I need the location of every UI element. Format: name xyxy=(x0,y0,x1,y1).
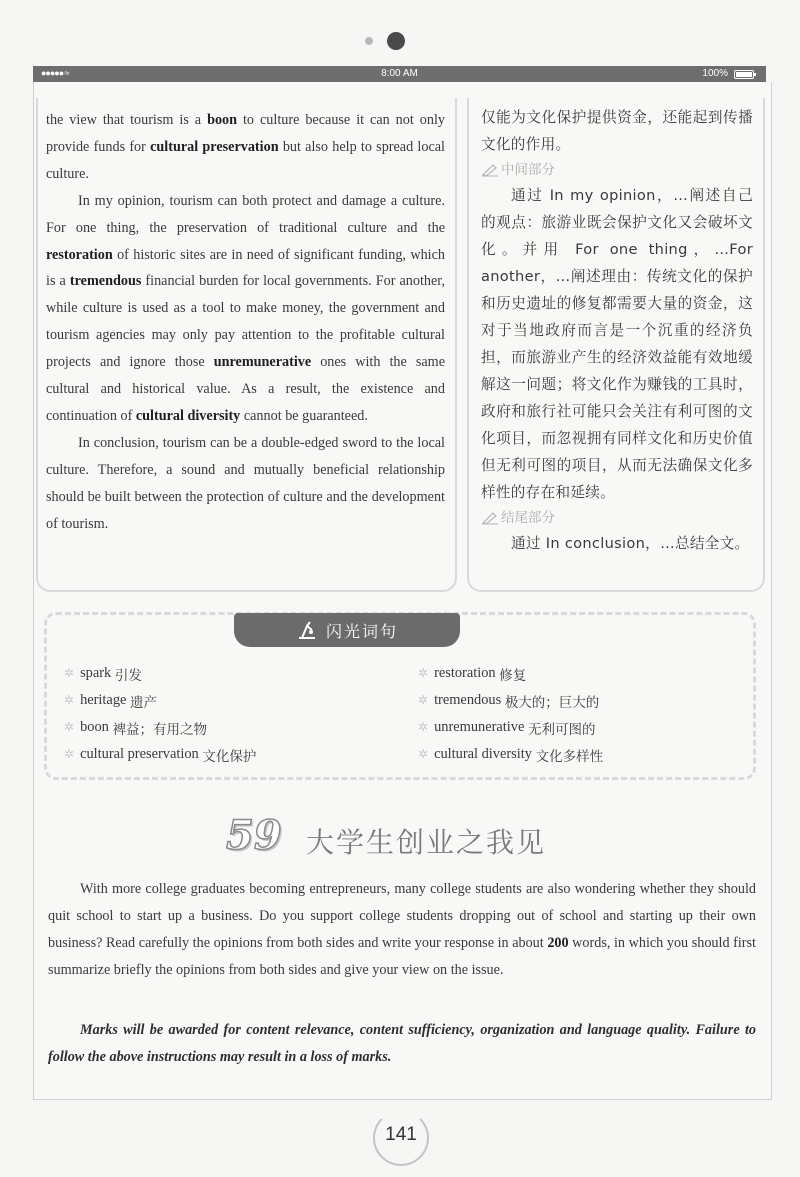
page-dot-active xyxy=(387,32,405,50)
essay-title: 大学生创业之我见 xyxy=(306,826,547,859)
vocab-item: ✲ boon 裨益；有用之物 xyxy=(64,719,207,738)
vocab-item: ✲ heritage 遗产 xyxy=(64,692,158,711)
analysis-text: 仅能为文化保护提供资金，还能起到传播文化的作用。 xyxy=(481,109,753,153)
vocab-item: ✲ cultural preservation 文化保护 xyxy=(64,746,257,765)
vocab-item: ✲ cultural diversity 文化多样性 xyxy=(418,746,604,765)
vocab-item: ✲ restoration 修复 xyxy=(418,665,527,684)
bullet-icon: ✲ xyxy=(64,693,75,707)
vocab-list-right xyxy=(418,660,603,768)
bullet-icon: ✲ xyxy=(64,666,75,680)
status-bar xyxy=(33,66,766,82)
bullet-icon: ✲ xyxy=(418,666,429,680)
bullet-icon: ✲ xyxy=(64,747,75,761)
analysis-text: 通过 In my opinion，…阐述自己的观点：旅游业既会保护文化又会破坏文化。并用 For one thing，…For another，…阐述理由：传统文化的保护和历史遗址的修复都需要大量的资金，这对于当地政府而言是一个沉重的经济负担，而旅游业产生的经济效益能有效地缓解这一问题；将文化作为赚钱的工具时，政府和旅行社可能只会关注有利可图的文化项目，而忽视拥有同样文化和历史价值但无利可图的项目，从而无法确保文化多样性的存在和延续。 xyxy=(481,187,753,501)
page-number: 141 xyxy=(385,1124,417,1145)
vocab-banner: 闪光词句 xyxy=(234,613,460,647)
bullet-icon: ✲ xyxy=(64,720,75,734)
essay-paragraph: In my opinion, tourism can both protect and damage a culture. For one thing, the preservation of traditional culture and the restoration of historic sites are in need of significant funding, which is a tremendous financial burden for local governments. For another, while culture is used as a tool to make money, the government and tourism agencies may only pay attention to the profitable cultural projects and ignore those unremunerative ones with the same cultural and historical value. As a result, the existence and continuation of cultural diversity cannot be guaranteed. xyxy=(46,192,445,424)
vocab-item: ✲ spark 引发 xyxy=(64,665,142,684)
section-heading: 结尾部分 xyxy=(481,506,753,530)
bullet-icon: ✲ xyxy=(418,747,429,761)
section-heading: 中间部分 xyxy=(481,158,753,182)
battery-percent: 100% xyxy=(702,68,728,79)
essay-prompt: With more college graduates becoming entrepreneurs, many college students are also wondering whether they should quit school to start up a business. Do you support college students dropping out of school and starting up their own business? Read carefully the opinions from both sides and write your response in about 200 words, in which you should first summarize briefly the opinions from both sides and give your view on the issue. xyxy=(48,881,756,978)
lamp-icon xyxy=(296,620,318,640)
bullet-icon: ✲ xyxy=(418,693,429,707)
battery-icon xyxy=(734,70,754,79)
model-essay-column xyxy=(36,98,457,592)
essay-number: 59 xyxy=(226,812,282,859)
vocab-list-left xyxy=(64,660,256,768)
bullet-icon: ✲ xyxy=(418,720,429,734)
essay-paragraph: the view that tourism is a boon to culture because it can not only provide funds for cultural preservation but also help to spread local culture. xyxy=(46,112,445,182)
status-time: 8:00 AM xyxy=(381,68,418,79)
marks-note: Marks will be awarded for content relevance, content sufficiency, organization and language quality. Failure to follow the above instructions may result in a loss of marks. xyxy=(48,1022,756,1065)
pen-icon xyxy=(481,163,499,177)
essay-paragraph: In conclusion, tourism can be a double-edged sword to the local culture. Therefore, a sound and mutually beneficial relationship should be built between the protection of culture and the development of tourism. xyxy=(46,434,445,532)
vocab-item: ✲ tremendous 极大的；巨大的 xyxy=(418,692,600,711)
pen-icon xyxy=(481,511,499,525)
analysis-column xyxy=(467,98,765,592)
vocab-item: ✲ unremunerative 无利可图的 xyxy=(418,719,596,738)
page-dot-inactive xyxy=(365,37,373,45)
page-indicator xyxy=(0,30,800,52)
analysis-text: 通过 In conclusion，…总结全文。 xyxy=(511,535,750,552)
signal-icon: ●●●●● ≈ xyxy=(41,68,69,78)
